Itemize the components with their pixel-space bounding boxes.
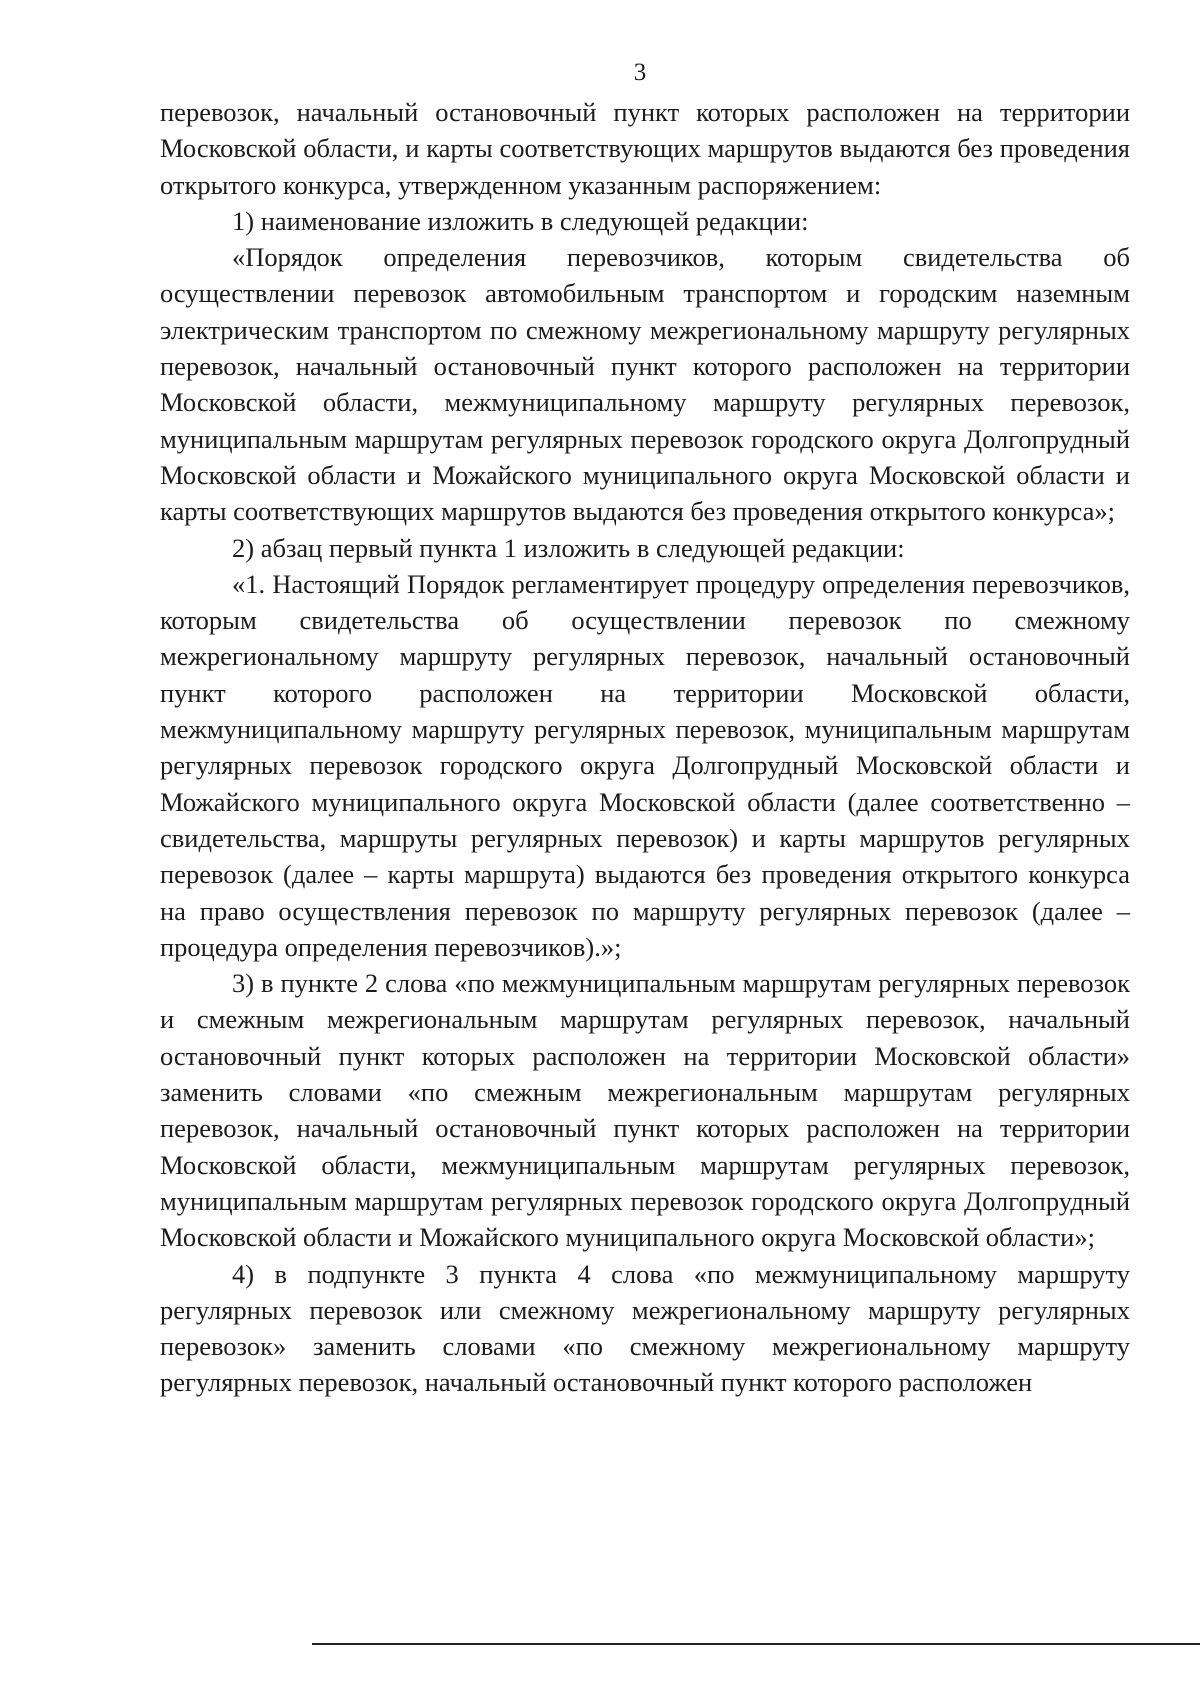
paragraph-continuation: перевозок, начальный остановочный пункт которых расположен на территории Московской области, и карты соответствующих маршрутов выдаются без проведения открытого конкурса, утвержденном указанным распоряжением:: [160, 97, 1130, 200]
paragraph-item-3: 3) в пункте 2 слова «по межмуниципальным маршрутам регулярных перевозок и смежным межрегиональным маршрутам регулярных перевозок, начальный остановочный пункт которых расположен на территории Московской области» заменить словами «по смежным межрегиональным маршрутам регулярных перевозок, начальный остановочный пункт которых расположен на территории Московской области, межмуниципальным маршрутам регулярных перевозок, муниципальным маршрутам регулярных перевозок городского округа Долгопрудный Московской области и Можайского муниципального округа Московской области»;: [160, 968, 1130, 1253]
bottom-scan-line: [312, 1643, 1200, 1645]
document-body: [160, 94, 1130, 1401]
paragraph-item-2-quote: «1. Настоящий Порядок регламентирует процедуру определения перевозчиков, которым свидетельства об осуществлении перевозок по смежному межрегиональному маршруту регулярных перевозок, начальный остановочный пункт которого расположен на территории Московской области, межмуниципальному маршруту регулярных перевозок, муниципальным маршрутам регулярных перевозок городского округа Долгопрудный Московской области и Можайского муниципального округа Московской области (далее соответственно – свидетельства, маршруты регулярных перевозок) и карты маршрутов регулярных перевозок (далее – карты маршрута) выдаются без проведения открытого конкурса на право осуществления перевозок по маршруту регулярных перевозок (далее – процедура определения перевозчиков).»;: [160, 568, 1130, 962]
page-number: 3: [633, 59, 647, 86]
paragraph-item-1-quote: «Порядок определения перевозчиков, которым свидетельства об осуществлении перевозок автомобильным транспортом и городским наземным электрическим транспортом по смежному межрегиональному маршруту регулярных перевозок, начальный остановочный пункт которого расположен на территории Московской области, межмуниципальному маршруту регулярных перевозок, муниципальным маршрутам регулярных перевозок городского округа Долгопрудный Московской области и Можайского муниципального округа Московской области и карты соответствующих маршрутов выдаются без проведения открытого конкурса»;: [160, 242, 1130, 527]
paragraph-item-2: 2) абзац первый пункта 1 изложить в следующей редакции:: [232, 532, 905, 563]
paragraph-item-4: 4) в подпункте 3 пункта 4 слова «по межмуниципальному маршруту регулярных перевозок или смежному межрегиональному маршруту регулярных перевозок» заменить словами «по смежному межрегиональному маршруту регулярных перевозок, начальный остановочный пункт которого расположен: [160, 1258, 1130, 1398]
paragraph-item-1: 1) наименование изложить в следующей редакции:: [232, 205, 809, 236]
